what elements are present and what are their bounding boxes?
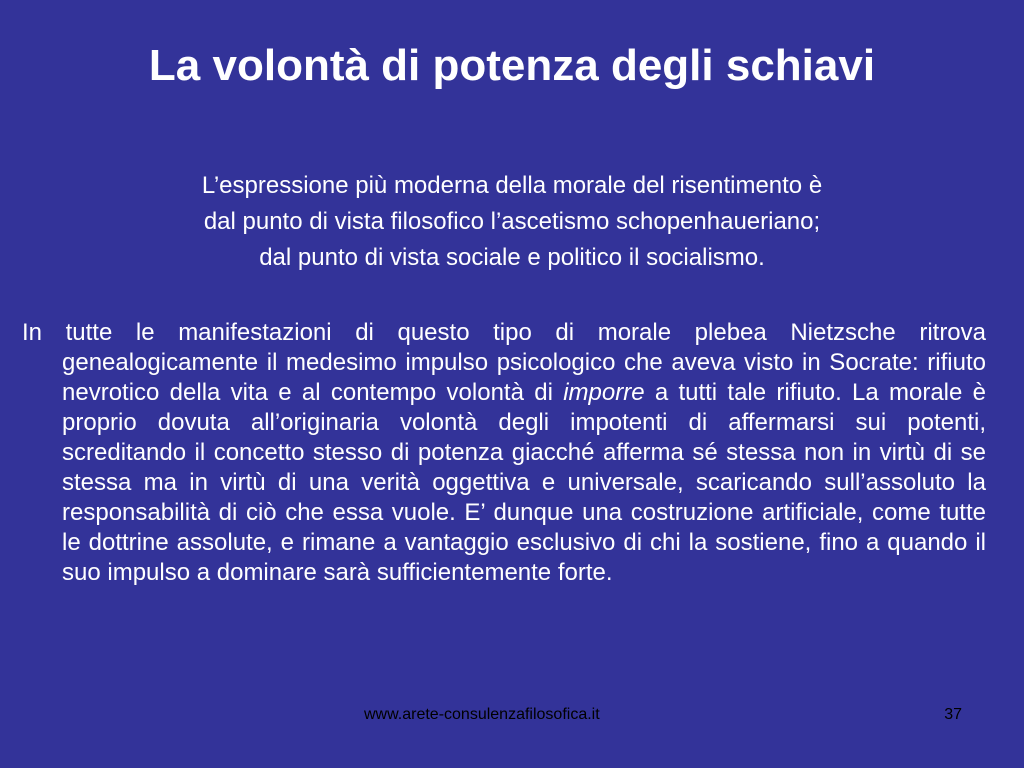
slide-title: La volontà di potenza degli schiavi [148,41,876,90]
intro-line: dal punto di vista sociale e politico il socialismo. [259,244,765,271]
footer-url: www.arete-consulenzafilosofica.it [364,706,600,723]
body-emphasis: imporre [563,379,645,406]
intro-line: L’espressione più moderna della morale del risentimento è [201,172,823,199]
intro-paragraph [60,168,964,276]
page-number: 37 [944,706,962,723]
body-text-part: a tutti tale rifiuto. La morale è proprio dovuta all’originaria volontà degli impotenti di affermarsi sui potenti, screditando il concetto stesso di potenza giacché afferma sé stessa non in virtù di se stessa ma in virtù di una verità oggettiva e universale, scaricando sull’assoluto la responsabilità di ciò che essa vuole. E’ dunque una costruzione artificiale, come tutte le dottrine assolute, e rimane a vantaggio esclusivo di chi la sostiene, fino a quando il suo impulso a dominare sarà sufficientemente forte. [62,379,986,586]
body-text-part: In tutte le manifestazioni di questo tipo di morale plebea Nietzsche ritrova genealogicamente il medesimo impulso psicologico che aveva visto in Socrate: rifiuto nevrotico della vita e al contempo volontà di [22,319,986,406]
body-paragraph [22,318,986,588]
intro-line: dal punto di vista filosofico l’ascetismo schopenhaueriano; [203,208,821,235]
